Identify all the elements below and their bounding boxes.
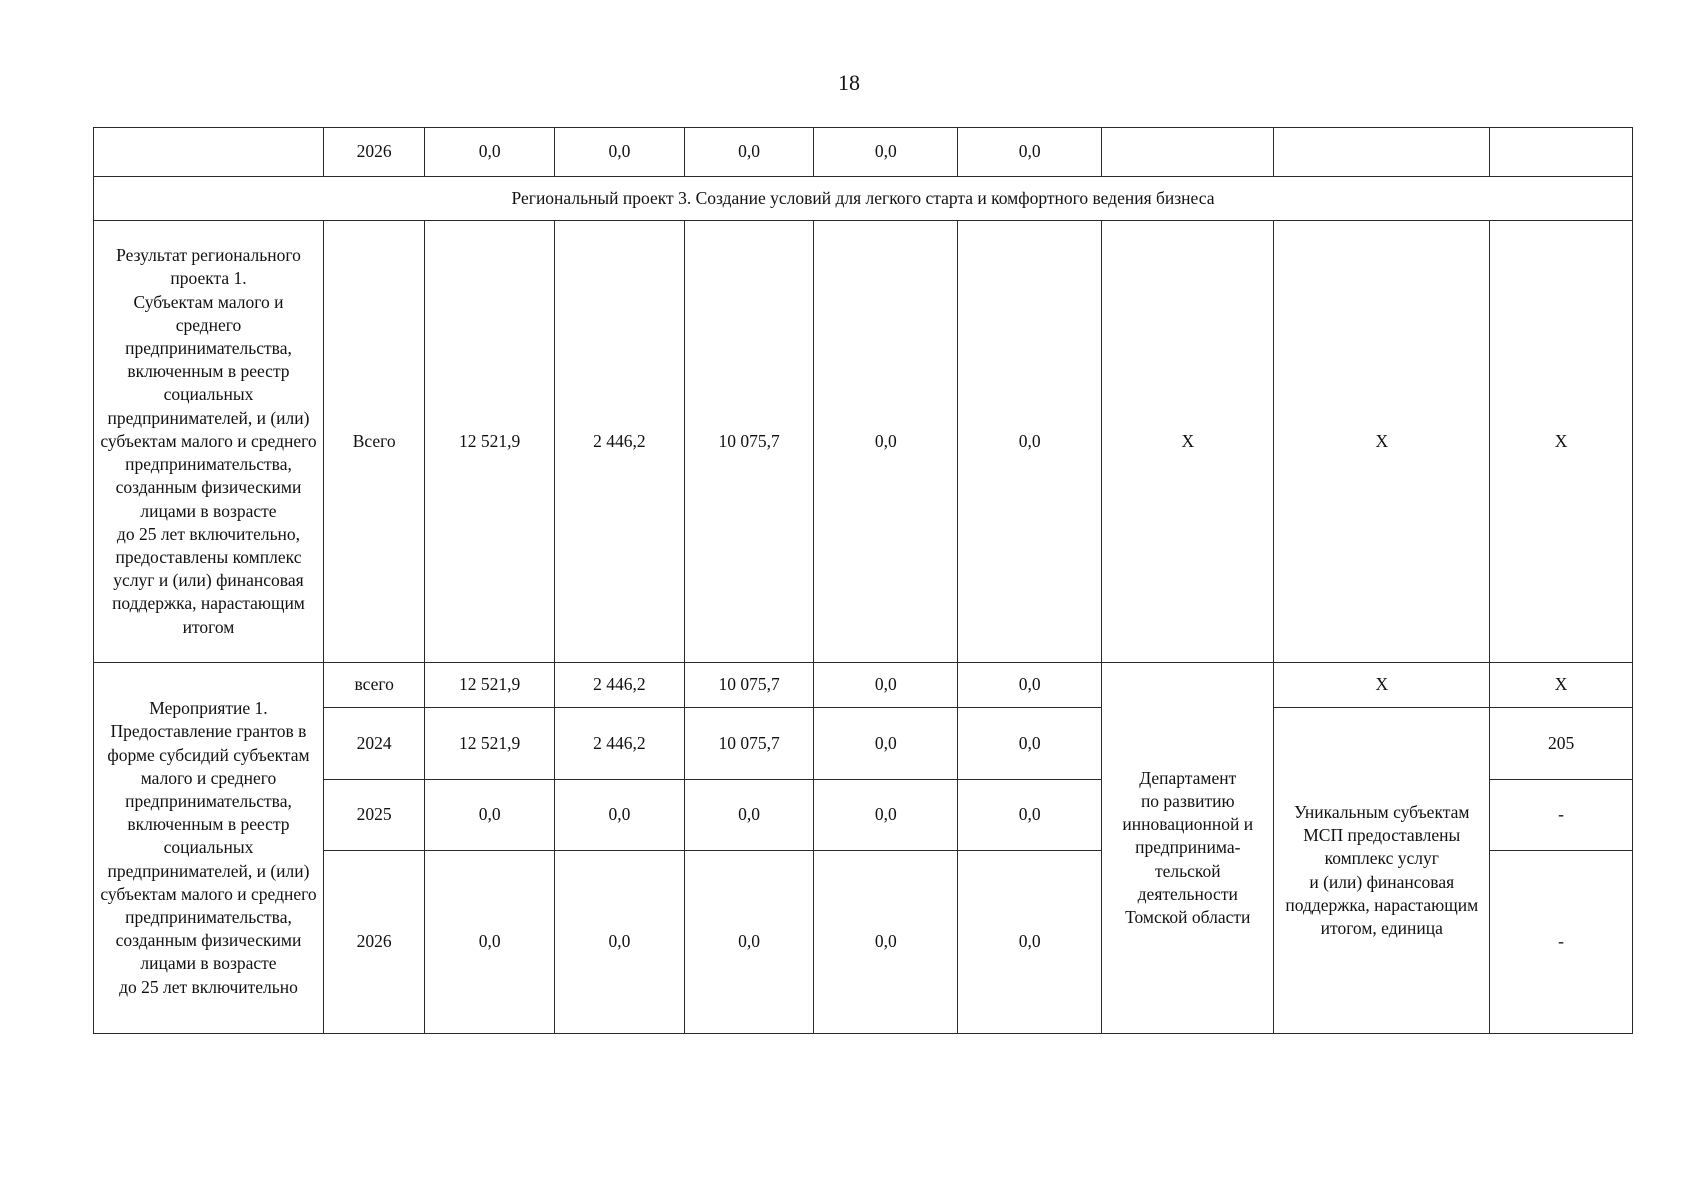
value-cell: 10 075,7 <box>684 221 814 663</box>
value-cell: 12 521,9 <box>425 663 555 708</box>
value-cell: 0,0 <box>814 708 958 780</box>
value-cell: 0,0 <box>814 221 958 663</box>
empty-indicator-cell <box>1274 128 1490 177</box>
measure-executor-cell <box>1102 663 1274 1034</box>
indicator-cell: Х <box>1274 663 1490 708</box>
value-cell: 0,0 <box>958 708 1102 780</box>
period-cell: 2026 <box>323 128 424 177</box>
value-cell: 0,0 <box>814 128 958 177</box>
value-cell: 0,0 <box>555 780 685 851</box>
indicator-value-cell: Х <box>1490 221 1633 663</box>
empty-executor-cell <box>1102 128 1274 177</box>
value-cell: 10 075,7 <box>684 663 814 708</box>
value-cell: 0,0 <box>684 780 814 851</box>
indicator-value-cell: - <box>1490 851 1633 1034</box>
table-row <box>94 128 1633 177</box>
measure-indicator-cell <box>1274 708 1490 1034</box>
value-cell: 2 446,2 <box>555 221 685 663</box>
value-cell: 0,0 <box>958 663 1102 708</box>
measure-executor: Департамент по развитию инновационной и предпринима- тельской деятельности Томской области <box>1122 767 1254 927</box>
table-row <box>94 177 1633 221</box>
table-row <box>94 708 1633 780</box>
indicator-cell: Х <box>1274 221 1490 663</box>
measure-indicator: Уникальным субъектам МСП предоставлены комплекс услуг и (или) финансовая поддержка, нарастающим итогом, единица <box>1285 801 1479 938</box>
value-cell: 0,0 <box>425 851 555 1034</box>
period-cell: 2026 <box>323 851 424 1034</box>
value-cell: 0,0 <box>555 851 685 1034</box>
table-row <box>94 663 1633 708</box>
value-cell: 0,0 <box>425 780 555 851</box>
value-cell: 0,0 <box>958 221 1102 663</box>
section-title: Региональный проект 3. Создание условий для легкого старта и комфортного ведения бизнеса <box>94 177 1633 221</box>
value-cell: 0,0 <box>958 851 1102 1034</box>
value-cell: 0,0 <box>684 128 814 177</box>
value-cell: 0,0 <box>814 780 958 851</box>
period-cell: 2025 <box>323 780 424 851</box>
value-cell: 0,0 <box>684 851 814 1034</box>
value-cell: 12 521,9 <box>425 221 555 663</box>
executor-cell: Х <box>1102 221 1274 663</box>
measure-name-cell <box>94 663 324 1034</box>
period-cell: всего <box>323 663 424 708</box>
measure-name: Мероприятие 1. Предоставление грантов в форме субсидий субъектам малого и среднего предпринимательства, включенным в реестр социальных предпринимателей, и (или) субъектам малого и среднего предпринимательства, созданным физическими лицами в возрасте до 25 лет включительно <box>100 698 317 997</box>
indicator-value-cell: - <box>1490 780 1633 851</box>
empty-indicator-value-cell <box>1490 128 1633 177</box>
indicator-value-cell: Х <box>1490 663 1633 708</box>
value-cell: 0,0 <box>555 128 685 177</box>
value-cell: 2 446,2 <box>555 708 685 780</box>
value-cell: 10 075,7 <box>684 708 814 780</box>
value-cell: 0,0 <box>425 128 555 177</box>
period-cell: Всего <box>323 221 424 663</box>
indicator-value-cell: 205 <box>1490 708 1633 780</box>
result-name: Результат регионального проекта 1. Субъектам малого и среднего предпринимательства, включенным в реестр социальных предпринимателей, и (или) субъектам малого и среднего предпринимательства, созданным физическими лицами в возрасте до 25 лет включительно, предоставлены комплекс услуг и (или) финансовая поддержка, нарастающим итогом <box>100 245 317 637</box>
value-cell: 12 521,9 <box>425 708 555 780</box>
table-row <box>94 221 1633 663</box>
result-name-cell <box>94 221 324 663</box>
empty-name-cell <box>94 128 324 177</box>
period-cell: 2024 <box>323 708 424 780</box>
value-cell: 0,0 <box>958 780 1102 851</box>
value-cell: 0,0 <box>958 128 1102 177</box>
value-cell: 0,0 <box>814 663 958 708</box>
value-cell: 0,0 <box>814 851 958 1034</box>
page-number: 18 <box>838 70 860 95</box>
value-cell: 2 446,2 <box>555 663 685 708</box>
budget-table <box>93 127 1633 1034</box>
